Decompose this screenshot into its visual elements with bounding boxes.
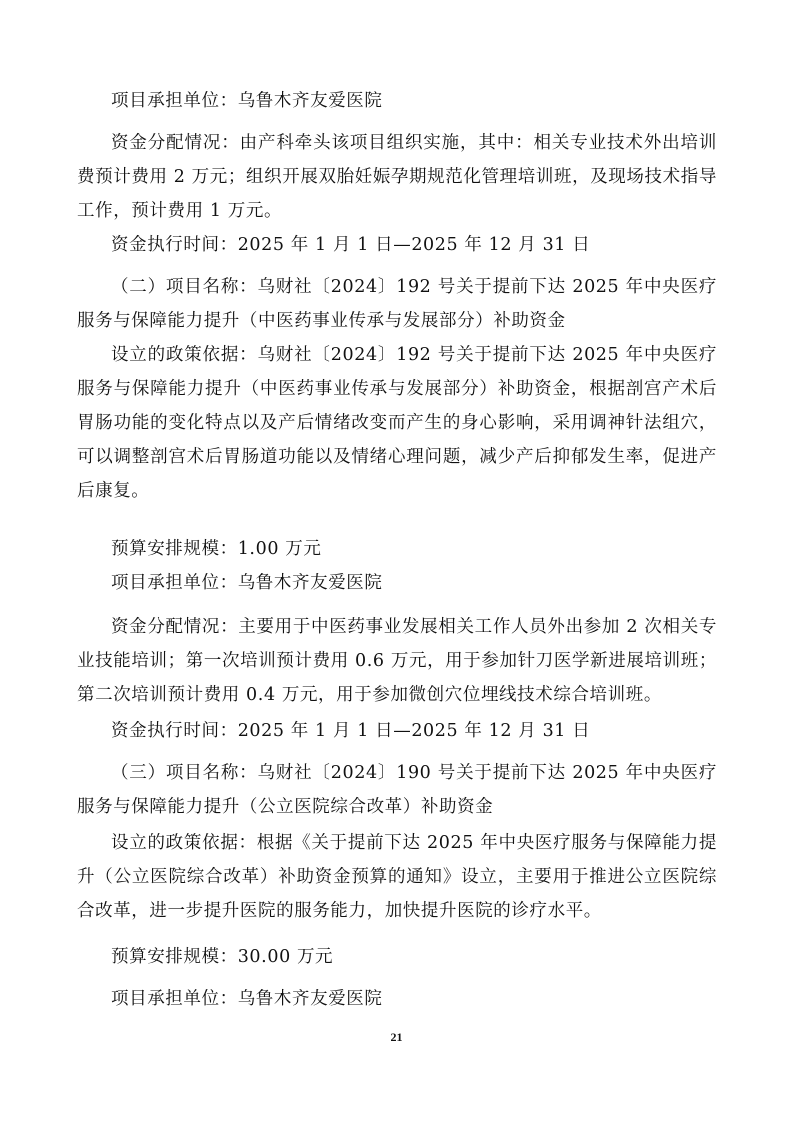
paragraph-policy-3: 设立的政策依据：根据《关于提前下达 2025 年中央医疗服务与保障能力提升（公立医院综合改革）补助资金预算的通知》设立，主要用于推进公立医院综合改革，进一步提升医院的服务能力，加快提升医院的诊疗水平。 — [77, 833, 717, 921]
paragraph-allocation-2: 资金分配情况：主要用于中医药事业发展相关工作人员外出参加 2 次相关专业技能培训；第一次培训预计费用 0.6 万元，用于参加针刀医学新进展培训班；第二次培训预计费用 0.4 万元，用于参加微创穴位埋线技术综合培训班。 — [77, 617, 717, 705]
paragraph-project-3-title: （三）项目名称：乌财社〔2024〕190 号关于提前下达 2025 年中央医疗服务与保障能力提升（公立医院综合改革）补助资金 — [77, 763, 717, 817]
paragraph-time-2: 资金执行时间：2025 年 1 月 1 日—2025 年 12 月 31 日 — [111, 721, 591, 741]
paragraph-unit-1: 项目承担单位：乌鲁木齐友爱医院 — [111, 91, 383, 111]
paragraph-unit-3: 项目承担单位：乌鲁木齐友爱医院 — [111, 989, 383, 1009]
paragraph-budget-2: 预算安排规模：1.00 万元 — [111, 539, 322, 559]
paragraph-time-1: 资金执行时间：2025 年 1 月 1 日—2025 年 12 月 31 日 — [111, 235, 591, 255]
page-number: 21 — [390, 1030, 403, 1044]
paragraph-unit-2: 项目承担单位：乌鲁木齐友爱医院 — [111, 573, 383, 593]
paragraph-project-2-title: （二）项目名称：乌财社〔2024〕192 号关于提前下达 2025 年中央医疗服务与保障能力提升（中医药事业传承与发展部分）补助资金 — [77, 277, 717, 331]
paragraph-budget-3: 预算安排规模：30.00 万元 — [111, 947, 334, 967]
paragraph-policy-2: 设立的政策依据：乌财社〔2024〕192 号关于提前下达 2025 年中央医疗服务与保障能力提升（中医药事业传承与发展部分）补助资金，根据剖宫产术后胃肠功能的变化特点以及产后情绪改变而产生的身心影响，采用调神针法组穴，可以调整剖宫术后胃肠道功能以及情绪心理问题，减少产后抑郁发生率，促进产后康复。 — [77, 345, 717, 501]
paragraph-allocation-1: 资金分配情况：由产科牵头该项目组织实施，其中：相关专业技术外出培训费预计费用 2 万元；组织开展双胎妊娠孕期规范化管理培训班，及现场技术指导工作，预计费用 1 万元。 — [77, 133, 717, 221]
